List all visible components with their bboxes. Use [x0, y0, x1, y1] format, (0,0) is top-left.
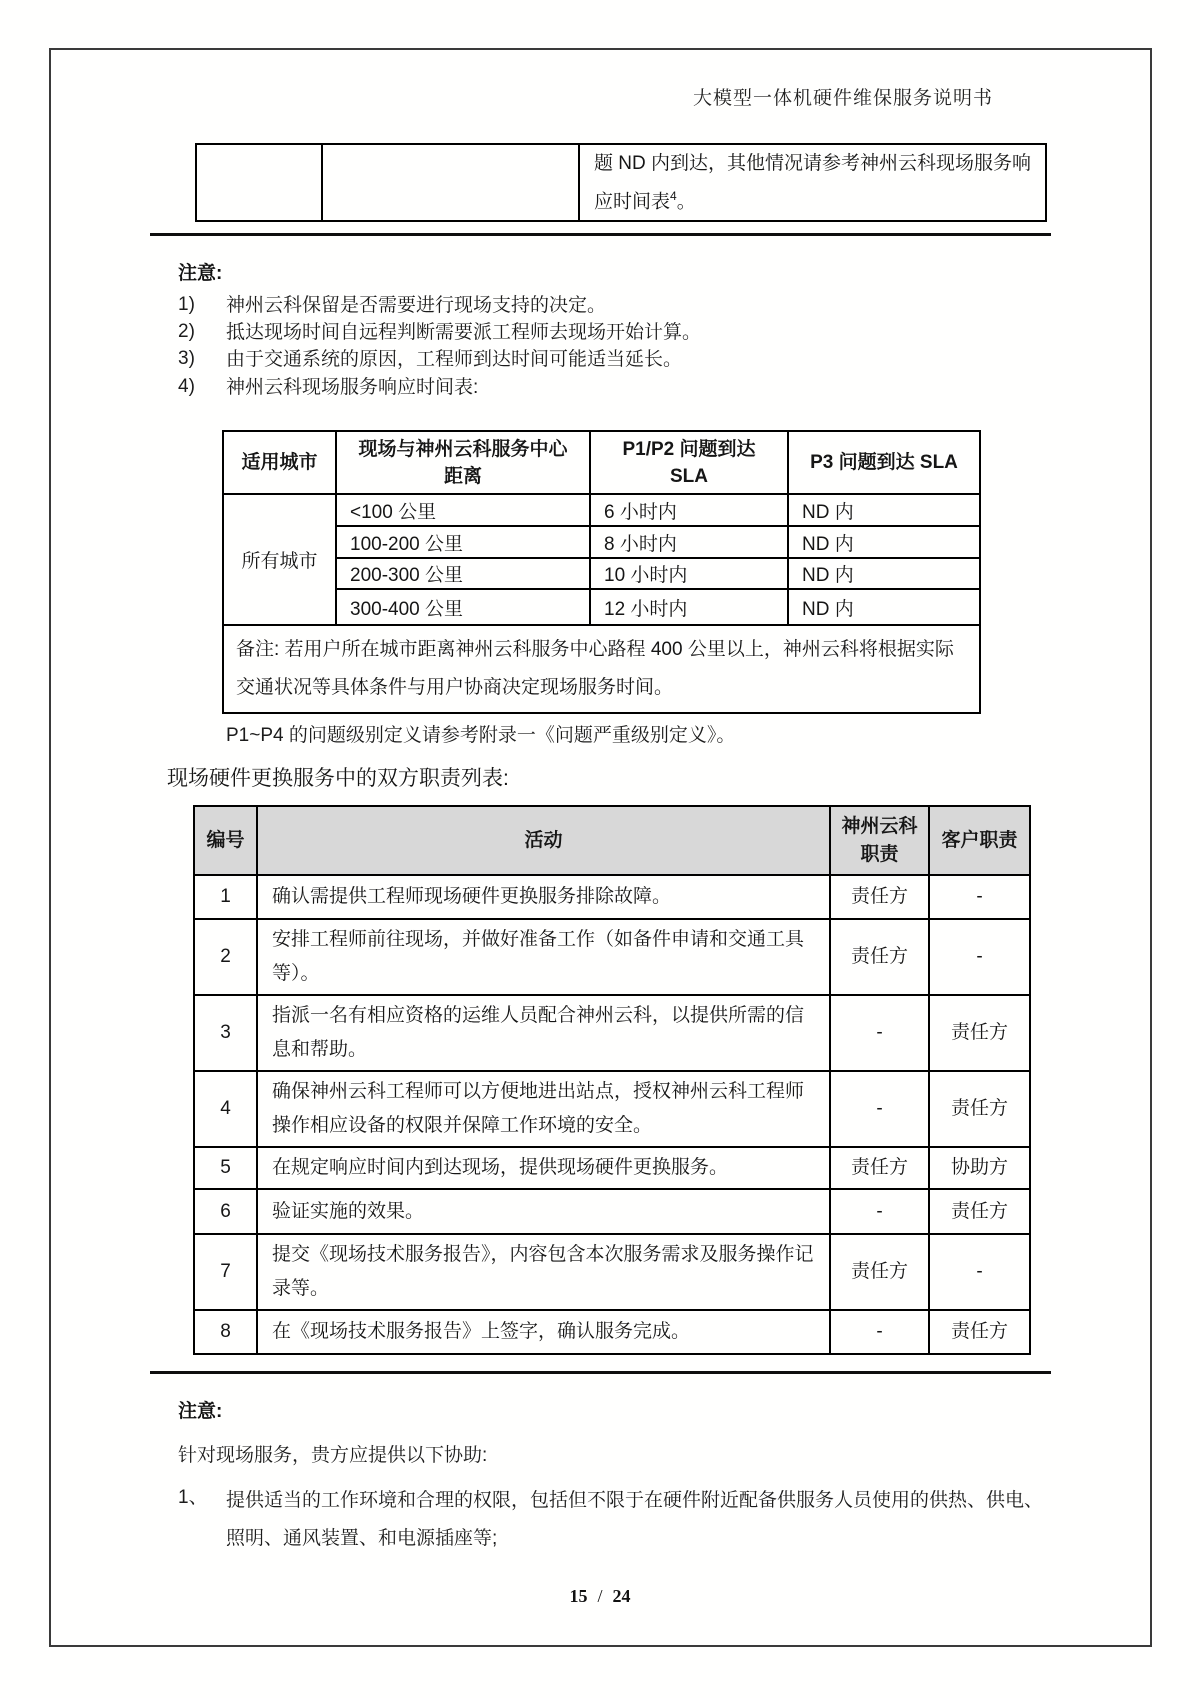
resp-cell-no: 1 [194, 875, 257, 919]
notes-top-title: 注意: [178, 263, 223, 284]
list-item [178, 294, 606, 317]
table-row [194, 1310, 1030, 1354]
header-line: SLA [670, 465, 708, 487]
fragment-cell-empty-2 [322, 144, 579, 221]
sla-cell-p3: ND 内 [788, 558, 980, 589]
sla-cell-p12: 6 小时内 [590, 494, 788, 526]
footnote-marker: 4 [670, 189, 677, 203]
resp-cell-no: 2 [194, 919, 257, 995]
resp-cell-no: 7 [194, 1234, 257, 1310]
resp-cell-vendor: 责任方 [830, 919, 929, 995]
table-row [194, 875, 1030, 919]
fragment-cell-empty-1 [196, 144, 322, 221]
list-item [178, 348, 682, 371]
notes-bottom-title: 注意: [178, 1401, 223, 1422]
resp-cell-vendor: - [830, 995, 929, 1071]
sla-header-city: 适用城市 [223, 431, 336, 494]
resp-cell-no: 8 [194, 1310, 257, 1354]
table-row [196, 144, 1046, 221]
list-item-number: 4) [178, 376, 195, 397]
list-item-number: 2) [178, 321, 195, 342]
resp-cell-vendor: 责任方 [830, 875, 929, 919]
list-item-text: 由于交通系统的原因，工程师到达时间可能适当延长。 [226, 349, 683, 370]
resp-cell-no: 4 [194, 1071, 257, 1147]
notes-bottom-intro: 针对现场服务，贵方应提供以下协助: [178, 1445, 488, 1466]
resp-cell-activity: 确认需提供工程师现场硬件更换服务排除故障。 [257, 875, 830, 919]
fragment-cell-text [579, 144, 1046, 221]
list-item-text: 神州云科保留是否需要进行现场支持的决定。 [226, 295, 607, 316]
list-item [178, 1482, 1048, 1558]
list-item-number: 1) [178, 294, 195, 315]
sla-remark-cell: 备注: 若用户所在城市距离神州云科服务中心路程 400 公里以上，神州云科将根据实际交通状况等具体条件与用户协商决定现场服务时间。 [223, 625, 980, 713]
resp-cell-activity: 安排工程师前往现场，并做好准备工作（如备件申请和交通工具等）。 [257, 919, 830, 995]
resp-cell-customer: 责任方 [929, 1189, 1030, 1234]
table-header-row [223, 431, 980, 494]
resp-cell-customer: 协助方 [929, 1147, 1030, 1189]
resp-cell-no: 6 [194, 1189, 257, 1234]
sla-header-p12 [590, 431, 788, 494]
sla-cell-city: 所有城市 [223, 494, 336, 625]
header-line: 现场与神州云科服务中心 [358, 438, 568, 460]
page-number-separator: / [597, 1586, 603, 1606]
resp-cell-customer: - [929, 1234, 1030, 1310]
resp-cell-vendor: 责任方 [830, 1147, 929, 1189]
sla-cell-distance: 200-300 公里 [336, 558, 590, 589]
resp-cell-vendor: - [830, 1189, 929, 1234]
responsibilities-table [193, 805, 1031, 1355]
table-row [194, 995, 1030, 1071]
sla-cell-distance: 100-200 公里 [336, 526, 590, 558]
sla-cell-p3: ND 内 [788, 589, 980, 625]
resp-cell-vendor: 责任方 [830, 1234, 929, 1310]
resp-cell-vendor: - [830, 1071, 929, 1147]
header-line: P1/P2 问题到达 [622, 438, 756, 460]
header-line: 神州云科 [841, 815, 918, 837]
sla-cell-p3: ND 内 [788, 494, 980, 526]
resp-cell-activity: 验证实施的效果。 [257, 1189, 830, 1234]
resp-cell-activity: 指派一名有相应资格的运维人员配合神州云科，以提供所需的信息和帮助。 [257, 995, 830, 1071]
table-row [223, 494, 980, 526]
fragment-text-tail: 。 [676, 191, 696, 213]
resp-cell-customer: - [929, 919, 1030, 995]
resp-header-customer: 客户职责 [929, 806, 1030, 875]
page-footer [0, 1586, 1200, 1607]
list-item-text: 抵达现场时间自远程判断需要派工程师去现场开始计算。 [226, 322, 702, 343]
resp-cell-activity: 提交《现场技术服务报告》，内容包含本次服务需求及服务操作记录等。 [257, 1234, 830, 1310]
header-line: 职责 [860, 843, 899, 865]
horizontal-rule-bottom [150, 1371, 1051, 1374]
sla-cell-p12: 12 小时内 [590, 589, 788, 625]
list-item [178, 376, 478, 399]
table-row [223, 589, 980, 625]
list-item-text: 神州云科现场服务响应时间表: [226, 377, 479, 398]
horizontal-rule-top [150, 233, 1051, 236]
page-number-total: 24 [612, 1586, 631, 1606]
sla-header-p3: P3 问题到达 SLA [788, 431, 980, 494]
table-row [194, 1234, 1030, 1310]
table-row [194, 1071, 1030, 1147]
page-number-current: 15 [569, 1586, 588, 1606]
carryover-table-fragment [195, 143, 1047, 222]
resp-cell-customer: 责任方 [929, 1310, 1030, 1354]
section-title: 现场硬件更换服务中的双方职责列表: [167, 767, 509, 790]
doc-header-title: 大模型一体机硬件维保服务说明书 [692, 88, 993, 109]
resp-cell-activity: 在规定响应时间内到达现场，提供现场硬件更换服务。 [257, 1147, 830, 1189]
resp-cell-activity: 在《现场技术服务报告》上签字，确认服务完成。 [257, 1310, 830, 1354]
sla-header-distance [336, 431, 590, 494]
table-row [194, 919, 1030, 995]
resp-cell-no: 5 [194, 1147, 257, 1189]
sla-cell-p12: 10 小时内 [590, 558, 788, 589]
resp-header-activity: 活动 [257, 806, 830, 875]
list-item [178, 321, 701, 344]
table-row [194, 1189, 1030, 1234]
table-row [223, 558, 980, 589]
table-row [223, 526, 980, 558]
fragment-text: 题 ND 内到达，其他情况请参考神州云科现场服务响应时间表 [594, 153, 1032, 213]
table-header-row [194, 806, 1030, 875]
sla-cell-distance: 300-400 公里 [336, 589, 590, 625]
header-line: 距离 [443, 465, 482, 487]
resp-cell-customer: 责任方 [929, 1071, 1030, 1147]
table-row [194, 1147, 1030, 1189]
sla-cell-p3: ND 内 [788, 526, 980, 558]
resp-cell-vendor: - [830, 1310, 929, 1354]
resp-cell-activity: 确保神州云科工程师可以方便地进出站点，授权神州云科工程师操作相应设备的权限并保障工作环境的安全。 [257, 1071, 830, 1147]
list-item-number: 1、 [178, 1487, 208, 1508]
resp-cell-customer: 责任方 [929, 995, 1030, 1071]
list-item-number: 3) [178, 348, 195, 369]
table-note-row [223, 625, 980, 713]
resp-cell-customer: - [929, 875, 1030, 919]
resp-header-vendor [830, 806, 929, 875]
list-item-text: 提供适当的工作环境和合理的权限，包括但不限于在硬件附近配备供服务人员使用的供热、供电、照明、通风装置、和电源插座等; [226, 1490, 1044, 1549]
resp-cell-no: 3 [194, 995, 257, 1071]
p-levels-note: P1~P4 的问题级别定义请参考附录一《问题严重级别定义》。 [226, 725, 736, 746]
sla-cell-distance: <100 公里 [336, 494, 590, 526]
sla-response-table [222, 430, 981, 714]
resp-header-no: 编号 [194, 806, 257, 875]
sla-cell-p12: 8 小时内 [590, 526, 788, 558]
